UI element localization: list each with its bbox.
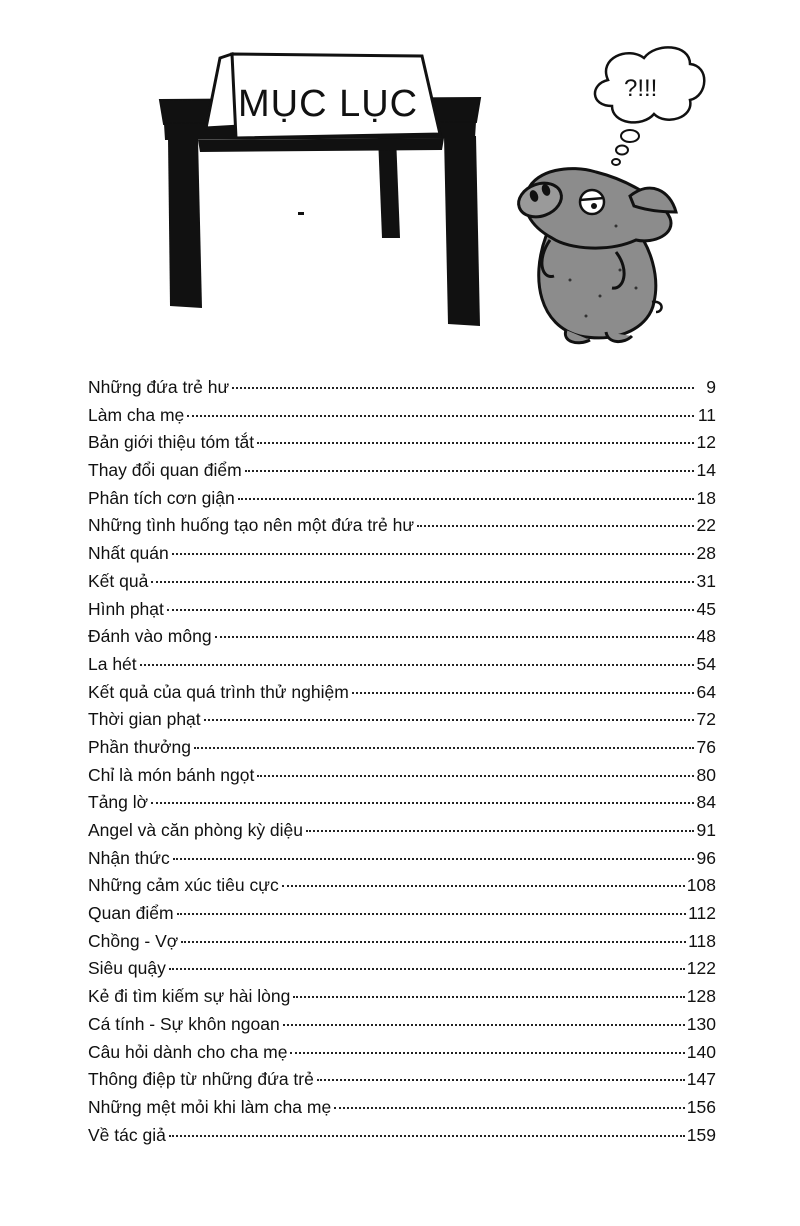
toc-entry-page-number: 72: [696, 709, 716, 730]
toc-entry-title: Nhận thức: [88, 847, 170, 868]
toc-entry-page-number: 122: [686, 958, 716, 979]
toc-dot-leader: [169, 968, 685, 970]
toc-dot-leader: [282, 885, 685, 887]
toc-entry-title: Kẻ đi tìm kiếm sự hài lòng: [88, 986, 291, 1007]
toc-dot-leader: [173, 858, 694, 860]
toc-entry[interactable]: [88, 623, 716, 651]
toc-entry[interactable]: [88, 734, 716, 762]
toc-entry-title: Câu hỏi dành cho cha mẹ: [88, 1041, 288, 1062]
toc-dot-leader: [187, 415, 694, 417]
toc-entry[interactable]: [88, 1122, 716, 1150]
toc-entry[interactable]: [88, 679, 716, 707]
toc-entry-page-number: 45: [696, 598, 716, 619]
toc-entry-title: Phân tích cơn giận: [88, 487, 235, 508]
toc-entry[interactable]: [88, 1094, 716, 1122]
toc-entry-title: Thời gian phạt: [88, 709, 201, 730]
toc-entry-page-number: 28: [696, 543, 716, 564]
toc-dot-leader: [257, 442, 694, 444]
toc-dot-leader: [283, 1024, 685, 1026]
toc-dot-leader: [238, 498, 694, 500]
toc-dot-leader: [194, 747, 694, 749]
toc-entry[interactable]: [88, 789, 716, 817]
toc-entry[interactable]: [88, 845, 716, 873]
toc-entry-page-number: 112: [688, 903, 716, 924]
toc-dot-leader: [317, 1079, 685, 1081]
toc-dot-leader: [181, 941, 686, 943]
toc-entry[interactable]: [88, 928, 716, 956]
toc-entry-page-number: 91: [696, 820, 716, 840]
toc-dot-leader: [167, 609, 694, 611]
toc-dot-leader: [204, 719, 694, 721]
toc-entry-page-number: 147: [686, 1069, 716, 1090]
toc-entry-title: Những đứa trẻ hư: [88, 377, 230, 397]
toc-entry[interactable]: [88, 817, 716, 845]
toc-entry-page-number: 54: [696, 653, 716, 674]
toc-entry-title: Bản giới thiệu tóm tắt: [88, 432, 255, 453]
toc-dot-leader: [417, 525, 694, 527]
toc-entry-page-number: 156: [686, 1096, 716, 1117]
toc-entry[interactable]: [88, 485, 716, 513]
toc-entry-title: Kết quả của quá trình thử nghiệm: [88, 681, 349, 702]
toc-dot-leader: [306, 830, 694, 832]
toc-entry-page-number: 31: [696, 570, 716, 591]
toc-entry-page-number: 12: [696, 432, 716, 453]
toc-entry-title: Thông điệp từ những đứa trẻ: [88, 1069, 314, 1090]
toc-entry-title: Những mệt mỏi khi làm cha mẹ: [88, 1096, 332, 1117]
toc-entry-page-number: 140: [686, 1041, 716, 1062]
toc-entry-title: Kết quả: [88, 570, 149, 591]
toc-entry-page-number: 76: [696, 736, 716, 757]
toc-entry-title: Làm cha mẹ: [88, 404, 185, 425]
toc-entry-page-number: 18: [696, 487, 716, 508]
thought-bubble-text: ?!!!: [624, 75, 658, 102]
title-sign: [206, 54, 440, 138]
toc-entry-title: Đánh vào mông: [88, 626, 212, 647]
toc-entry-title: La hét: [88, 653, 137, 674]
toc-entry[interactable]: [88, 1039, 716, 1067]
toc-entry[interactable]: [88, 983, 716, 1011]
toc-entry-title: Chỉ là món bánh ngọt: [88, 764, 255, 785]
toc-entry-page-number: 128: [686, 986, 716, 1007]
toc-entry[interactable]: [88, 402, 716, 430]
toc-entry-title: Về tác giả: [88, 1124, 166, 1145]
toc-dot-leader: [293, 996, 684, 998]
toc-dot-leader: [245, 470, 694, 472]
toc-entry[interactable]: [88, 872, 716, 900]
toc-entry[interactable]: [88, 596, 716, 624]
toc-illustration: [150, 40, 710, 350]
toc-entry-title: Siêu quậy: [88, 958, 166, 979]
toc-dot-leader: [151, 581, 694, 583]
toc-entry[interactable]: [88, 900, 716, 928]
toc-entry-page-number: 159: [686, 1124, 716, 1145]
toc-entry-title: Nhất quán: [88, 543, 169, 564]
toc-dot-leader: [257, 775, 694, 777]
toc-entry-title: Những tình huống tạo nên một đứa trẻ hư: [88, 515, 415, 536]
toc-dot-leader: [352, 692, 694, 694]
toc-entry-page-number: 80: [696, 764, 716, 785]
toc-entry-page-number: 96: [696, 847, 716, 868]
toc-dot-leader: [172, 553, 694, 555]
table-of-contents: [88, 374, 716, 1149]
thought-bubble: [595, 47, 704, 165]
toc-entry[interactable]: [88, 1066, 716, 1094]
toc-entry-page-number: 130: [686, 1013, 716, 1034]
toc-dot-leader: [140, 664, 694, 666]
toc-entry-page-number: 48: [696, 626, 716, 647]
toc-entry[interactable]: [88, 706, 716, 734]
toc-entry[interactable]: [88, 457, 716, 485]
toc-entry[interactable]: [88, 512, 716, 540]
page-title: MỤC LỤC: [238, 83, 419, 125]
toc-entry-title: Quan điểm: [88, 903, 174, 924]
toc-dot-leader: [177, 913, 686, 915]
toc-dot-leader: [334, 1107, 685, 1109]
toc-entry-title: Tảng lờ: [88, 792, 149, 813]
toc-entry-page-number: 9: [706, 377, 716, 397]
toc-entry[interactable]: [88, 955, 716, 983]
toc-entry-title: Cá tính - Sự khôn ngoan: [88, 1013, 280, 1034]
toc-entry-page-number: 64: [696, 681, 716, 702]
toc-entry-title: Thay đổi quan điểm: [88, 460, 242, 481]
toc-entry[interactable]: [88, 1011, 716, 1039]
toc-entry-page-number: 108: [686, 875, 716, 896]
toc-entry-title: Hình phạt: [88, 598, 164, 619]
toc-entry-title: Angel và căn phòng kỳ diệu: [88, 820, 304, 840]
toc-entry-page-number: 22: [696, 515, 716, 536]
toc-entry[interactable]: [88, 429, 716, 457]
pig-character: [514, 169, 676, 343]
toc-entry-title: Những cảm xúc tiêu cực: [88, 875, 279, 896]
toc-dot-leader: [215, 636, 694, 638]
toc-entry-page-number: 84: [696, 792, 716, 813]
toc-entry[interactable]: [88, 762, 716, 790]
toc-entry-page-number: 11: [697, 404, 716, 425]
toc-dot-leader: [290, 1052, 684, 1054]
toc-dot-leader: [232, 387, 694, 389]
toc-entry-title: Phần thưởng: [88, 736, 191, 757]
toc-dot-leader: [151, 802, 694, 804]
toc-entry-page-number: 14: [696, 460, 716, 481]
toc-entry[interactable]: [88, 540, 716, 568]
toc-entry-title: Chồng - Vợ: [88, 930, 179, 951]
toc-entry[interactable]: [88, 568, 716, 596]
toc-entry[interactable]: [88, 651, 716, 679]
toc-dot-leader: [169, 1135, 685, 1137]
toc-entry[interactable]: [88, 374, 716, 402]
toc-entry-page-number: 118: [688, 930, 716, 951]
